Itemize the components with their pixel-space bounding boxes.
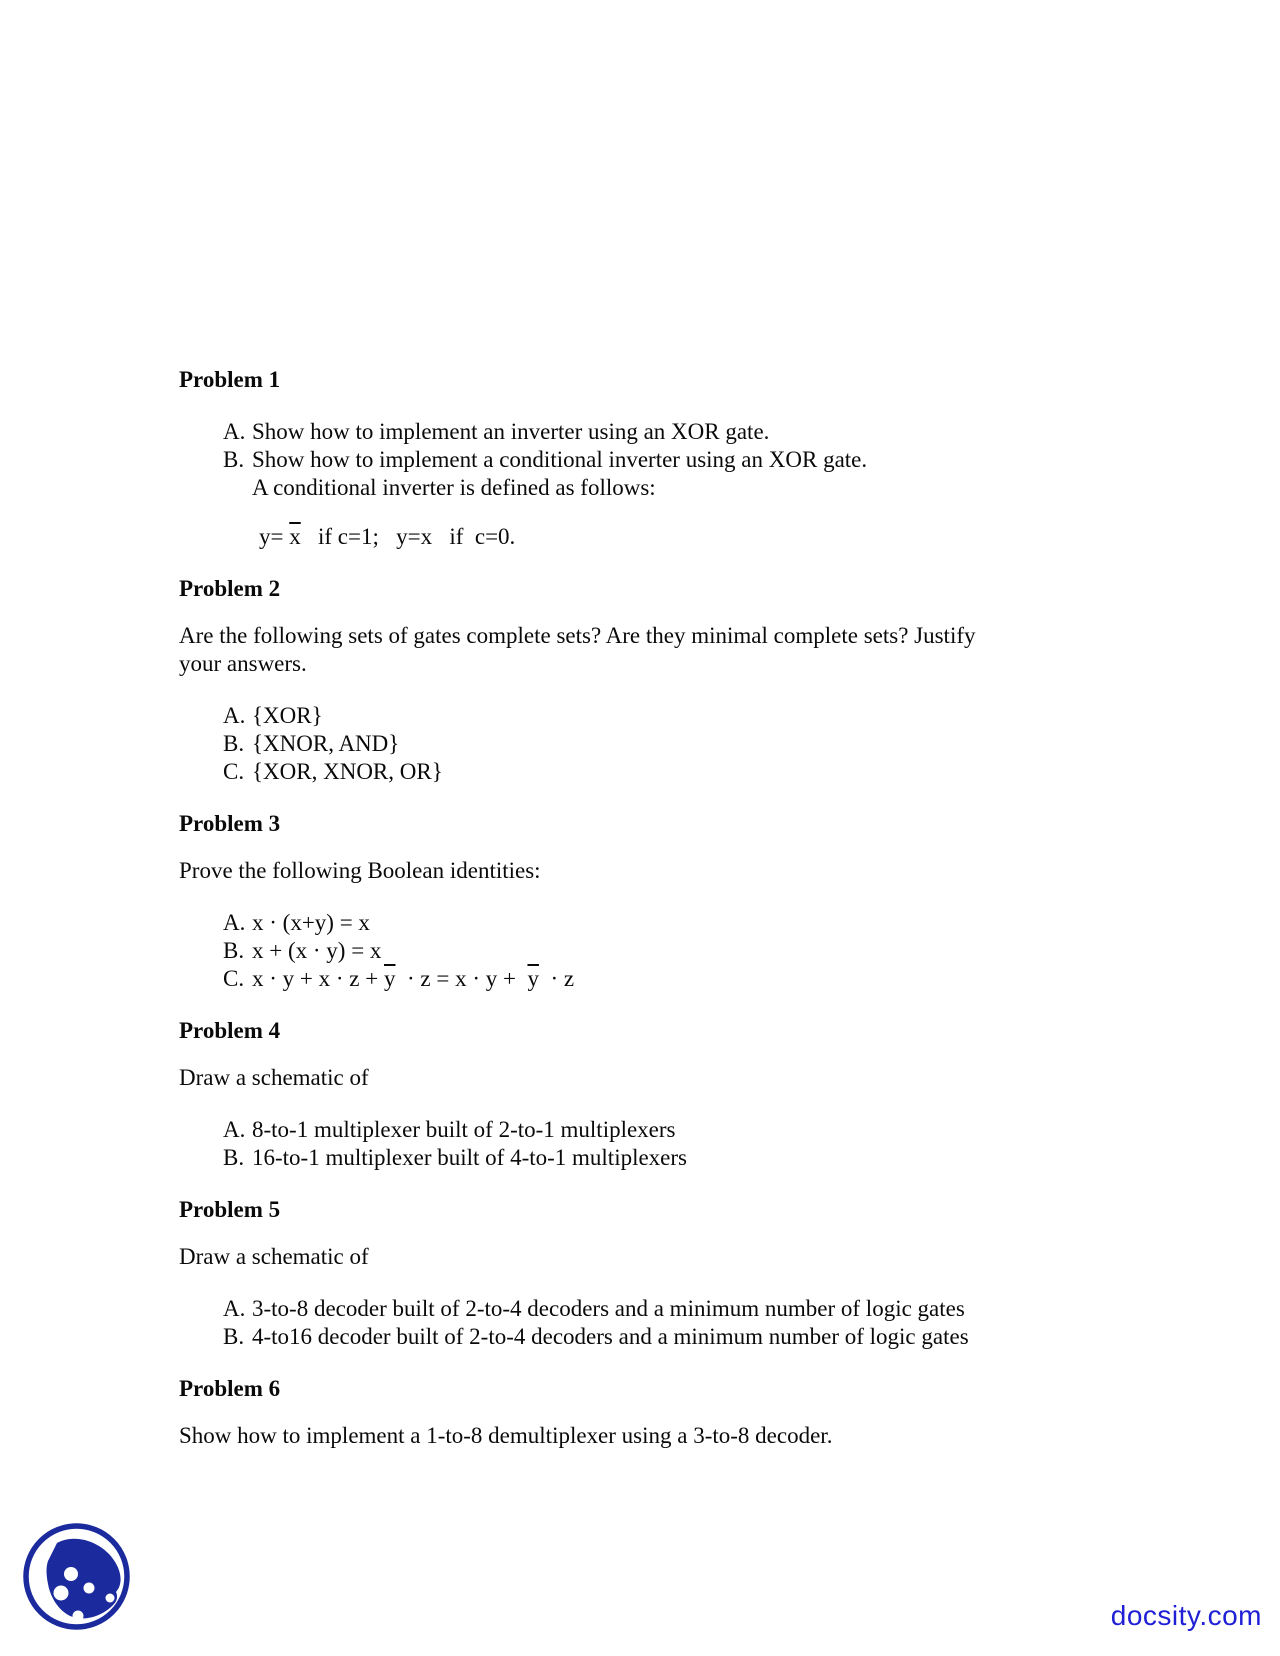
ocarina-hole [73, 1611, 84, 1622]
item-text: 3-to-8 decoder built of 2-to-4 decoders and a minimum number of logic gates [252, 1296, 965, 1321]
problem-6-intro [179, 1422, 1099, 1450]
item-text: Show how to implement an inverter using an XOR gate. [252, 419, 770, 444]
item-label: B. [223, 731, 245, 756]
conditional-inverter-formula [259, 523, 1099, 551]
formula-segment: · z [538, 966, 575, 991]
ocarina-hole [84, 1583, 95, 1594]
list-item [223, 446, 1099, 502]
problem-5 [179, 1196, 1099, 1351]
problem-2 [179, 575, 1099, 786]
list-item [223, 418, 1099, 446]
problem-3 [179, 810, 1099, 993]
problem-3-title: Problem 3 [179, 811, 281, 836]
ocarina-hole [54, 1586, 69, 1601]
problem-2-intro [179, 622, 1099, 678]
problem-2-title: Problem 2 [179, 576, 281, 601]
document-content [179, 0, 1099, 1450]
problem-1-list [179, 418, 1099, 502]
item-label: B. [223, 1324, 245, 1349]
list-item [223, 758, 1099, 786]
boolean-identity: x · (x+y) = x [252, 910, 370, 935]
problem-3-intro [179, 857, 1099, 885]
intro-line: Draw a schematic of [179, 1244, 369, 1269]
item-label: C. [223, 759, 245, 784]
problem-4 [179, 1017, 1099, 1172]
problem-6 [179, 1375, 1099, 1450]
list-item [223, 1116, 1099, 1144]
item-label: A. [223, 703, 246, 728]
list-item [223, 1295, 1099, 1323]
intro-line: Prove the following Boolean identities: [179, 858, 541, 883]
item-label: A. [223, 1296, 246, 1321]
list-item [223, 1144, 1099, 1172]
logo-ocarina-shape [47, 1539, 121, 1619]
item-text: 4-to16 decoder built of 2-to-4 decoders and a minimum number of logic gates [252, 1324, 969, 1349]
formula-segment: y= [259, 524, 290, 549]
formula-segment: x · y + x · z + [252, 966, 384, 991]
problem-6-title: Problem 6 [179, 1376, 281, 1401]
item-text: A conditional inverter is defined as follows: [252, 475, 656, 500]
problem-3-list [179, 909, 1099, 993]
docsity-logo-icon [21, 1521, 132, 1632]
list-item [223, 965, 1099, 993]
item-label: C. [223, 966, 245, 991]
problem-5-title: Problem 5 [179, 1197, 281, 1222]
list-item [223, 909, 1099, 937]
problem-4-list [179, 1116, 1099, 1172]
formula-segment: · z = x · y + [395, 966, 528, 991]
intro-line: Are the following sets of gates complete sets? Are they minimal complete sets? Justify [179, 623, 976, 648]
problem-1 [179, 366, 1099, 551]
list-item [223, 1323, 1099, 1351]
item-text: Show how to implement a conditional inverter using an XOR gate. [252, 447, 868, 472]
docsity-logo [21, 1521, 132, 1632]
intro-line: your answers. [179, 651, 307, 676]
item-label: B. [223, 938, 245, 963]
item-text: {XOR} [252, 703, 323, 728]
docsity-link[interactable]: docsity.com [1110, 1600, 1262, 1631]
problem-4-intro [179, 1064, 1099, 1092]
problem-5-intro [179, 1243, 1099, 1271]
list-item [223, 937, 1099, 965]
item-label: A. [223, 419, 246, 444]
problem-1-title: Problem 1 [179, 367, 281, 392]
formula-segment: if c=1; y=x if c=0. [300, 524, 516, 549]
item-label: B. [223, 447, 245, 472]
problem-4-title: Problem 4 [179, 1018, 281, 1043]
item-text: {XOR, XNOR, OR} [252, 759, 443, 784]
problem-2-list [179, 702, 1099, 786]
item-label: A. [223, 1117, 246, 1142]
list-item [223, 702, 1099, 730]
overbar-y: $\overline{y}$ [383, 966, 396, 991]
item-text: 16-to-1 multiplexer built of 4-to-1 multiplexers [252, 1145, 688, 1170]
ocarina-hole [64, 1567, 78, 1581]
item-text: {XNOR, AND} [252, 731, 400, 756]
overbar-x: $\overline{x}$ [289, 524, 301, 549]
boolean-identity: x + (x · y) = x [252, 938, 382, 963]
problem-5-list [179, 1295, 1099, 1351]
overbar-y: $\overline{y}$ [527, 966, 539, 991]
intro-line: Draw a schematic of [179, 1065, 369, 1090]
list-item [223, 730, 1099, 758]
item-text: 8-to-1 multiplexer built of 2-to-1 multiplexers [252, 1117, 676, 1142]
item-label: A. [223, 910, 246, 935]
boolean-identity [252, 965, 1099, 993]
intro-line: Show how to implement a 1-to-8 demultiplexer using a 3-to-8 decoder. [179, 1423, 833, 1448]
item-label: B. [223, 1145, 245, 1170]
ocarina-hole [106, 1594, 115, 1603]
